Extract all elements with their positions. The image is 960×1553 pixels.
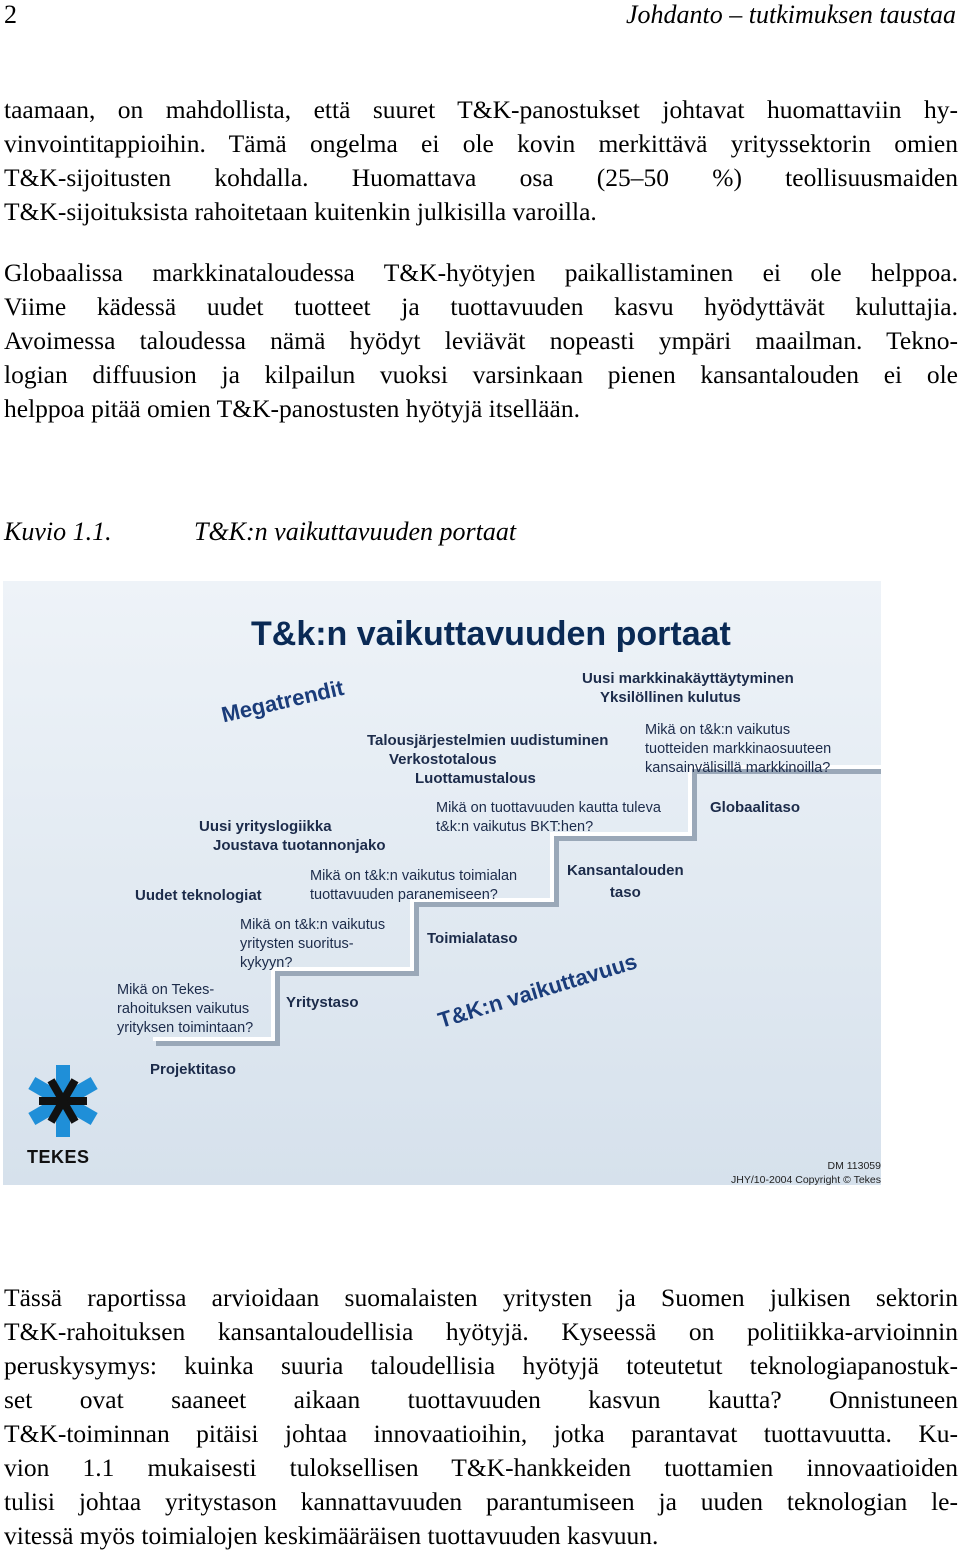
question-national [436, 799, 661, 837]
question-line: t&k:n vaikutus BKT:hen? [436, 819, 594, 835]
trend-line: Uusi markkinakäyttäytyminen [582, 670, 794, 687]
level-national [567, 861, 684, 902]
trend-business [199, 817, 386, 855]
trend-technology: Uudet teknologiat [135, 887, 262, 904]
question-line: Mikä on tuottavuuden kautta tuleva [436, 800, 661, 816]
trend-line: Talousjärjestelmien uudistuminen [367, 732, 609, 749]
copyright-line: JHY/10-2004 Copyright © Tekes [731, 1174, 881, 1186]
figure-caption: T&K:n vaikuttavuuden portaat [194, 517, 517, 546]
trend-line: Joustava tuotannonjako [213, 837, 386, 854]
question-line: kansainvälisillä markkinoilla? [645, 760, 831, 776]
question-line: tuottavuuden paranemiseen? [310, 887, 498, 903]
text-line: Globaalissa markkinataloudessa T&K-hyötyjen paikallistaminen ei ole helppoa. [4, 258, 958, 287]
running-title: Johdanto – tutkimuksen taustaa [625, 0, 956, 29]
question-company [240, 916, 385, 973]
question-line: rahoituksen vaikutus [117, 1001, 250, 1017]
text-line: peruskysymys: kuinka suuria taloudellisia hyötyjä toteutetut teknologiapanostuk- [4, 1351, 958, 1380]
trend-line: Verkostotalous [389, 751, 497, 768]
figure-number: Kuvio 1.1. [4, 517, 112, 546]
trend-line: Yksilöllinen kulutus [600, 689, 741, 706]
level-project: Projektitaso [150, 1061, 236, 1078]
text-line: T&K-toiminnan pitäisi johtaa innovaatioihin, jotka parantavat tuottavuutta. Ku- [4, 1419, 958, 1448]
text-line: Tässä raportissa arvioidaan suomalaisten yritysten ja Suomen julkisen sektorin [4, 1283, 958, 1312]
figure-copyright [731, 1159, 881, 1187]
figure-title: T&k:n vaikuttavuuden portaat [251, 615, 731, 653]
text-line: T&K-sijoitusten kohdalla. Huomattava osa (25–50 %) teollisuusmaiden [4, 163, 958, 192]
question-global [645, 721, 831, 778]
question-line: Mikä on Tekes- [117, 982, 215, 998]
level-line: Kansantalouden [567, 862, 684, 879]
question-industry [310, 867, 517, 905]
paragraph-3 [4, 1281, 958, 1553]
copyright-line: DM 113059 [827, 1160, 881, 1172]
level-line: taso [609, 884, 641, 901]
question-line: tuotteiden markkinaosuuteen [645, 741, 832, 757]
text-line: tulisi johtaa yritystason kannattavuuden parantumiseen ja uuden teknologian le- [4, 1487, 958, 1516]
question-line: yritysten suoritus- [240, 936, 354, 952]
question-line: Mikä on t&k:n vaikutus [240, 917, 386, 933]
question-line: kykyyn? [240, 955, 293, 971]
tekes-logo-text: TEKES [27, 1147, 90, 1167]
question-line: Mikä on t&k:n vaikutus [645, 722, 791, 738]
question-line: Mikä on t&k:n vaikutus toimialan [310, 868, 518, 884]
text-line: Viime kädessä uudet tuotteet ja tuottavuuden kasvu hyödyttävät kuluttajia. [4, 292, 958, 321]
text-line: vion 1.1 mukaisesti tuloksellisen T&K-hankkeiden tuottamien innovaatioiden [4, 1453, 958, 1482]
trend-line: Uusi yrityslogiikka [199, 818, 332, 835]
text-line: logian diffuusion ja kilpailun vuoksi varsinkaan pienen kansantalouden ei ole [4, 360, 958, 389]
level-industry: Toimialataso [427, 930, 518, 947]
text-line: helppoa pitää omien T&K-panostusten hyötyjä itsellään. [4, 394, 580, 423]
page-number: 2 [4, 0, 17, 29]
text-line: T&K-sijoituksista rahoitetaan kuitenkin julkisilla varoilla. [4, 197, 597, 226]
trend-line: Luottamustalous [415, 770, 536, 787]
trend-market [582, 669, 794, 707]
level-company: Yritystaso [286, 994, 359, 1011]
paragraph-2 [4, 256, 958, 426]
text-line: T&K-rahoituksen kansantaloudellisia hyötyjä. Kyseessä on politiikka-arvioinnin [4, 1317, 958, 1346]
paragraph-1 [4, 93, 958, 229]
staircase-figure [3, 581, 881, 1185]
question-project [117, 981, 253, 1038]
level-global: Globaalitaso [710, 799, 801, 816]
text-line: taamaan, on mahdollista, että suuret T&K-panostukset johtavat huomattaviin hy- [4, 95, 958, 124]
text-line: set ovat saaneet aikaan tuottavuuden kasvun kautta? Onnistuneen [4, 1385, 958, 1414]
text-line: vitessä myös toimialojen keskimääräisen tuottavuuden kasvuun. [4, 1521, 659, 1550]
megatrends-label: Megatrendit [219, 674, 347, 728]
trend-economy [367, 731, 608, 788]
impact-arrow-label: T&K:n vaikuttavuus [435, 948, 640, 1033]
text-line: Avoimessa taloudessa nämä hyödyt leviävät nopeasti ympäri maailman. Tekno- [4, 326, 958, 355]
question-line: yrityksen toimintaan? [117, 1020, 254, 1036]
text-line: vinvointitappioihin. Tämä ongelma ei ole kovin merkittävä yrityssektorin omien [4, 129, 958, 158]
